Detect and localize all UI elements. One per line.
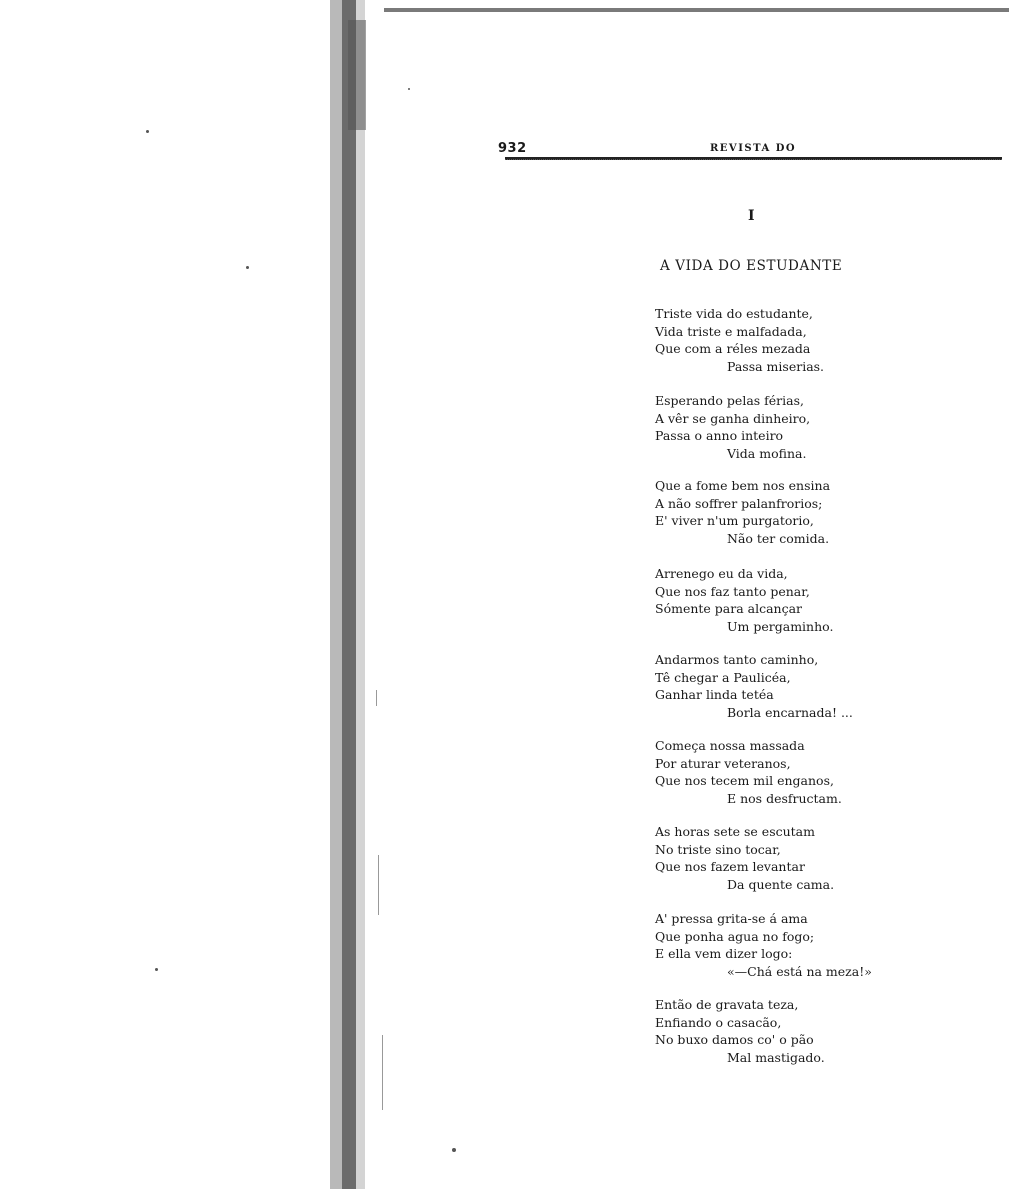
stanza: [655, 392, 915, 462]
scan-speck: [155, 968, 158, 971]
poem-line: Vida triste e malfadada,: [655, 323, 807, 339]
poem-line: E' viver n'um purgatorio,: [655, 513, 814, 528]
header-rule: [505, 157, 1002, 160]
poem-line-refrain: Borla encarnada! ...: [727, 704, 853, 720]
book-gutter-shadow: [330, 0, 342, 1189]
poem-line-refrain: Vida mofina.: [727, 445, 807, 461]
poem-line: No buxo damos co' o pão: [655, 1032, 814, 1047]
stanza: [655, 565, 915, 635]
poem-line-refrain: Da quente cama.: [727, 876, 835, 892]
poem-line-refrain: Mal mastigado.: [727, 1049, 825, 1065]
poem-line: Ganhar linda tetéa: [655, 687, 774, 702]
poem-line: A não soffrer palanfrorios;: [655, 495, 823, 511]
poem-line: Que nos faz tanto penar,: [655, 583, 810, 599]
poem-line: Sómente para alcançar: [655, 601, 803, 616]
stanza: [655, 737, 915, 807]
scan-speck: [408, 88, 410, 90]
stanza: [655, 910, 915, 980]
poem-line: Triste vida do estudante,: [655, 306, 813, 321]
poem-line: No triste sino tocar,: [655, 841, 781, 857]
page-top-edge: [384, 8, 1009, 12]
poem-line: Enfiando o casacão,: [655, 1014, 782, 1030]
stanza: [655, 996, 915, 1066]
scan-speck: [146, 130, 149, 133]
stanza: [655, 305, 915, 375]
poem-line: E ella vem dizer logo:: [655, 946, 793, 961]
scan-mark: [378, 855, 379, 915]
poem-line: Que nos fazem levantar: [655, 859, 805, 874]
poem-line: Que a fome bem nos ensina: [655, 478, 831, 493]
poem-line: Tê chegar a Paulicéa,: [655, 669, 791, 685]
stanza: [655, 823, 915, 893]
binding-mark: [348, 20, 366, 130]
poem-line: Então de gravata teza,: [655, 997, 799, 1012]
poem-title: A VIDA DO ESTUDANTE: [660, 258, 843, 274]
scan-speck: [246, 266, 249, 269]
poem-line: Arrenego eu da vida,: [655, 566, 788, 581]
running-title: REVISTA DO: [710, 143, 797, 154]
poem-line: As horas sete se escutam: [655, 824, 815, 839]
scan-speck: [452, 1148, 456, 1152]
section-number: I: [748, 208, 755, 224]
scan-mark: [376, 690, 377, 706]
poem-line: Que nos tecem mil enganos,: [655, 773, 834, 788]
poem-line: A vêr se ganha dinheiro,: [655, 410, 811, 426]
poem-line: Que com a réles mezada: [655, 341, 811, 356]
poem-line: Por aturar veteranos,: [655, 755, 791, 771]
poem-line: Que ponha agua no fogo;: [655, 928, 815, 944]
poem-line-refrain: Passa miserias.: [727, 358, 825, 374]
poem-line: Esperando pelas férias,: [655, 393, 804, 408]
book-gutter-highlight: [356, 0, 365, 1189]
book-spine: [342, 0, 356, 1189]
poem-line-refrain: Não ter comida.: [727, 530, 830, 546]
page-number: 932: [498, 141, 527, 156]
poem-line: Andarmos tanto caminho,: [655, 652, 819, 667]
poem-line-refrain: «—Chá está na meza!»: [727, 963, 872, 979]
poem-line: A' pressa grita-se á ama: [655, 911, 808, 926]
poem-line-refrain: E nos desfructam.: [727, 790, 842, 806]
stanza: [655, 651, 915, 721]
poem-line: Começa nossa massada: [655, 738, 805, 753]
poem-line-refrain: Um pergaminho.: [727, 618, 834, 634]
stanza: [655, 477, 915, 547]
poem-line: Passa o anno inteiro: [655, 428, 784, 443]
scan-mark: [382, 1035, 383, 1110]
